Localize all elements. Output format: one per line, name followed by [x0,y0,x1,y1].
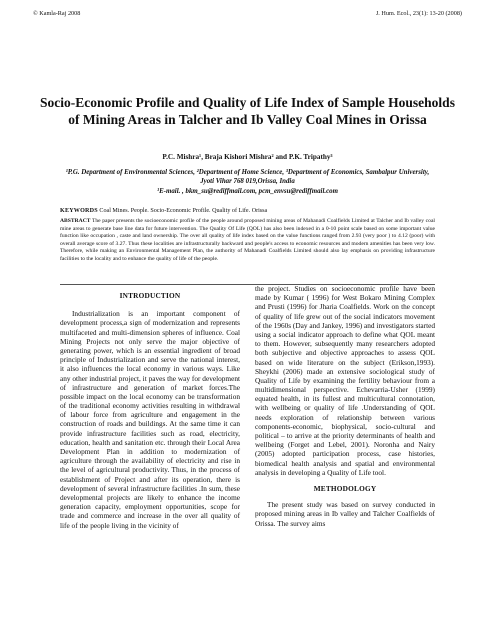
introduction-paragraph: Industrialization is an important component of development process,a sign of modernization and represents multifaceted and multi-dimension spheres of influence. Coal Mining Projects not only serve the major objective of generating power, which is an essential ingredient of broad principle of Industrialization and serve the national interest, it also influences the local economy in various ways. Like any other industrial project, it paves the way for development of infrastructure and generation of market forces.The possible impact on the local economy can be transformation of the traditional economy activities resulting in withdrawal of labour force from agriculture and engagement in the construction of roads and buildings. At the same time it can provide infrastructure facilities such as road, electricity, education, health and sanitation etc. through their Local Area Development Plan in addition to modernization of agriculture through the availability of electricity and rise in the level of agricultural productivity. Thus, in the process of establishment of Project and after its operation, there is development of several infrastructure facilities .In sum, these developmental projects are likely to enhance the income generation capacity, employment opportunities, scope for trade and commerce and increase in the over all quality of life of the people living in the vicinity of [60,309,240,530]
keywords-text: Coal Mines. People. Socio-Economic Profile. Quality of Life. Orissa [99,208,268,214]
abstract-text: The paper presents the socioeconomic profile of the people around proposed mining areas of Mahanadi Coalfields Limited at Talcher and Ib valley coal mine areas to generate base line data for future intervention. The Quality Of Life (QOL) has also been indexed in a 0-10 point scale based on some important value function like occupation , caste and land ownership. The over all quality of life index based on the value functions ranged from 2.93 (very poor ) to 4.12 (poor) with overall average score of 3.27. Thus these localities are infrastructurally backward and people's access to economic resources and modern amenities has been very low. Therefore, while making an Environmental Management Plan, the authority of Mahanadi Coalfields Limited should also lay emphasis on providing infrastructure facilities to the locality and to enhance the quality of life of the people. [60,218,435,262]
author-list: P.C. Mishra¹, Braja Kishori Mishra² and P.K. Tripathy³ [162,153,333,161]
paper-title: Socio-Economic Profile and Quality of Life Index of Sample Households of Mining Areas in Talcher and Ib Valley Coal Mines in Orissa [40,95,455,127]
affiliation-emails: ¹E-mail. , bkm_su@rediffmail.com, pcm_envsu@rediffmail.com [157,187,338,195]
affiliations [60,168,435,196]
abstract [60,218,435,264]
affiliation-departments: ¹P.G. Department of Environmental Sciences, ²Department of Home Science, ³Department of Economics, Sambalpur University, Jyoti Vihar 768 019,Orissa, India [65,169,430,186]
copyright-notice: © Kamla-Raj 2008 [33,10,81,17]
methodology-heading: METHODOLOGY [313,483,377,493]
introduction-heading: INTRODUCTION [119,291,181,300]
left-column [60,284,240,530]
keywords [60,208,435,214]
literature-paragraph: the project. Studies on socioeconomic profile have been made by Kumar ( 1996) for West Bokaro Mining Complex and Prusti (1996) for Jharia Coalfields. Work on the concept of quality of life grew out of the social indicators movement of the 1960s (Day and Jankey, 1996) and investigators started using a social indicator approach to define what QOL meant to them. However, subsequently many researchers adopted both subjective and objective approaches to assess QOL based on wide literature on the subject (Erikson,1993). Sheykhi (2006) made an extensive sociological study of Quality of Life by examining the fertility behaviour from a multidimensional perspective. Echevarria-Usher (1999) equated health, in its fullest and multicultural connotation, with wellbeing or quality of life .Understanding of QOL needs exploration of relationship between various components-economic, biophysical, socio-cultural and political – to arrive at the priority determinants of health and wellbeing (Forget and Lebel, 2001). Noronha and Nairy (2005) adopted participation process, case histories, biomedical health analysis and spatial and environmental analysis in developing a Quality of Life tool. [255,284,435,477]
journal-citation: J. Hum. Ecol., 23(1): 13-20 (2008) [375,10,462,17]
keywords-label: KEYWORDS [60,208,98,214]
methodology-paragraph: The present study was based on survey conducted in proposed mining areas in Ib valley and Talcher Coalfields of Orissa. The survey aims [255,500,435,528]
abstract-label: ABSTRACT [60,218,91,224]
right-column [255,284,435,528]
